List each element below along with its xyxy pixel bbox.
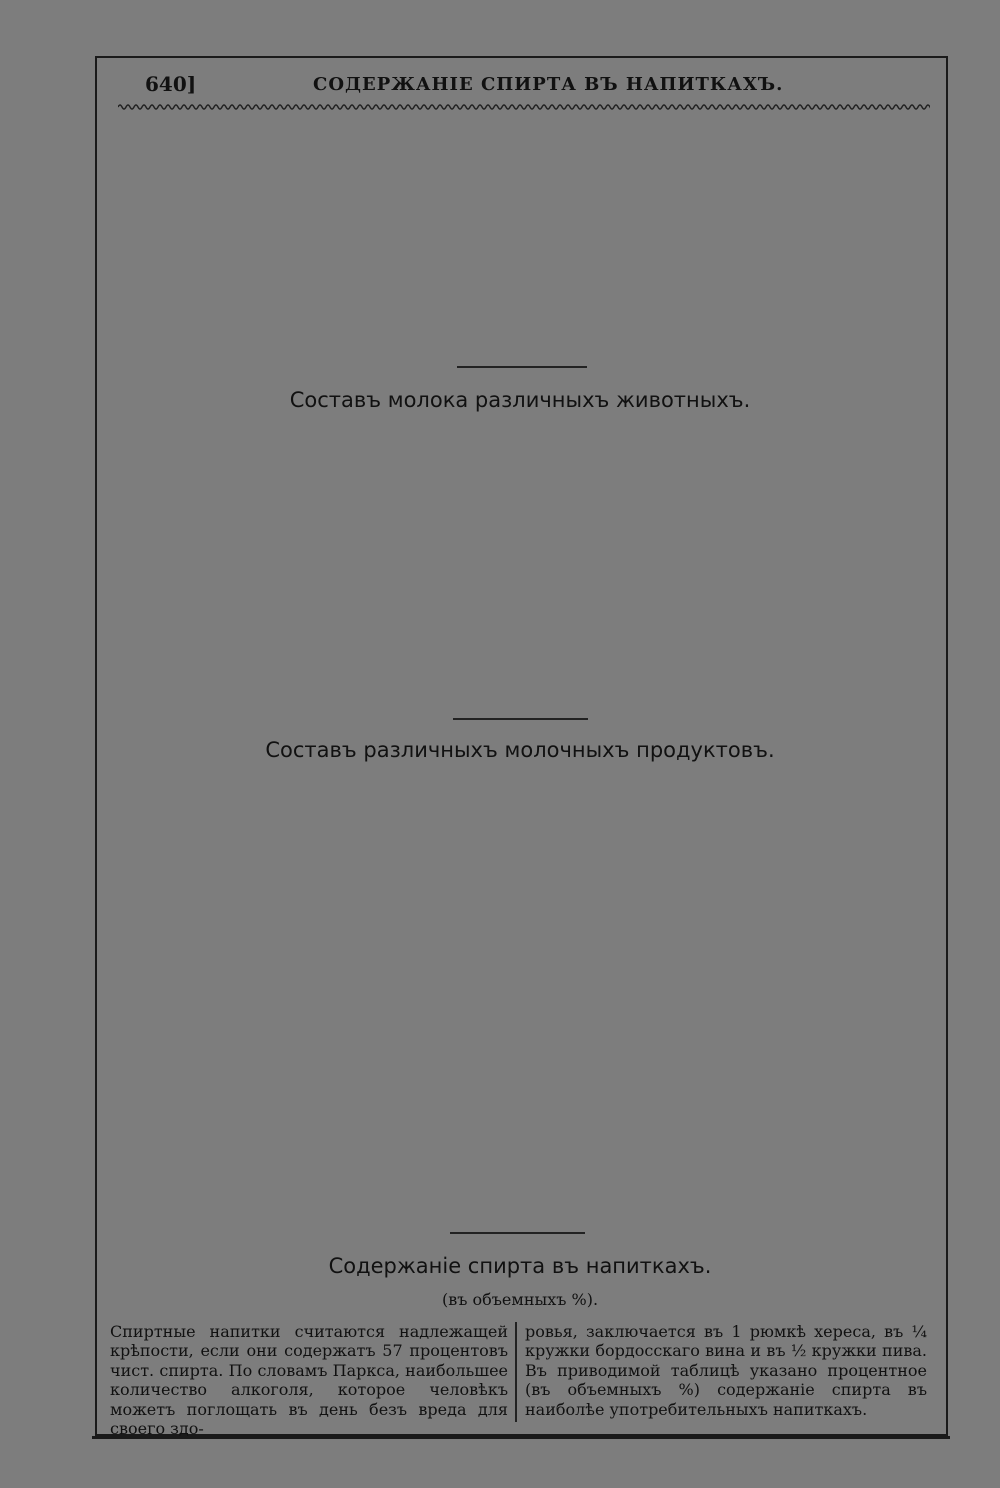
section-rule (450, 1232, 585, 1234)
page-number: 640] (145, 72, 197, 96)
alcohol-text-right: ровья, заключается въ 1 рюмкѣ хереса, въ ¼ кружки бордосскаго вина и въ ½ кружки пива. Въ приводимой таблицѣ указано процентное (въ объемныхъ %) содержаніе спирта въ наиболѣе употребительныхъ напиткахъ. (525, 1322, 927, 1419)
running-title: СОДЕРЖАНІЕ СПИРТА ВЪ НАПИТКАХЪ. (313, 74, 784, 95)
dairy-products-table (110, 770, 930, 806)
page-header (145, 72, 925, 100)
table-header (110, 770, 930, 806)
column-divider (515, 1322, 517, 1422)
milk-animals-table (110, 412, 930, 444)
wavy-rule (118, 100, 930, 114)
milk-animals-title: Составъ молока различныхъ животныхъ. (289, 388, 751, 412)
table-header (110, 412, 930, 444)
vegetable-composition-table (110, 118, 930, 170)
section-rule (453, 718, 588, 720)
table-header (110, 118, 930, 170)
dairy-products-title: Составъ различныхъ молочныхъ продуктовъ. (265, 738, 775, 762)
alcohol-text-left: Спиртные напитки считаются надлежащей крѣпости, если они содержатъ 57 процентовъ чист. спирта. По словамъ Паркса, наибольшее количество алкоголя, которое человѣкъ можетъ поглощать въ день безъ вреда для своего здо- (110, 1322, 508, 1439)
alcohol-section-subtitle: (въ объемныхъ %). (441, 1290, 599, 1309)
alcohol-section-title: Содержаніе спирта въ напиткахъ. (328, 1254, 712, 1278)
section-rule (457, 366, 587, 368)
